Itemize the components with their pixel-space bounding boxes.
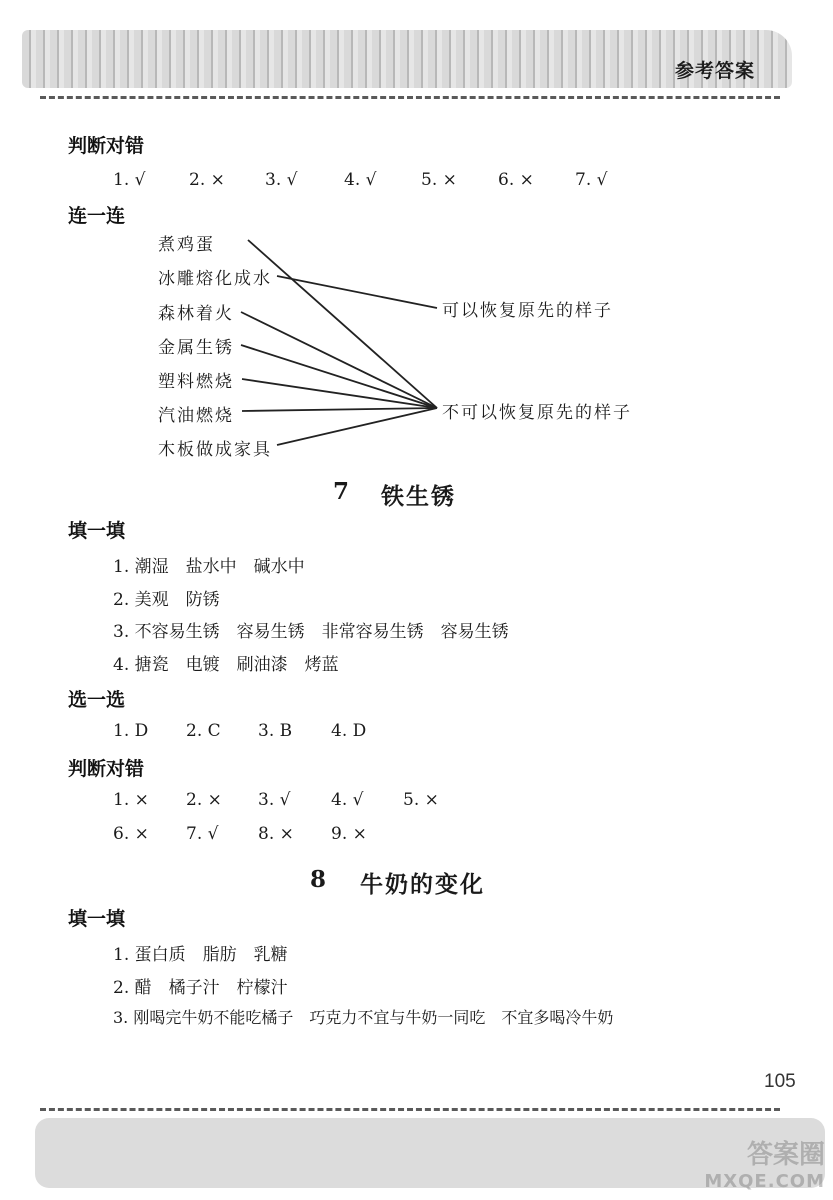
chapter-number: 7 (333, 478, 350, 505)
chapter-8-heading (310, 866, 550, 898)
fill-answer: 4. 搪瓷 电镀 刷油漆 烤蓝 (113, 655, 339, 675)
match-left-item: 煮鸡蛋 (158, 235, 215, 255)
judge-answer: 6. × (498, 170, 534, 190)
fill-answer: 2. 醋 橘子汁 柠檬汁 (113, 978, 288, 998)
judge-answer: 2. × (189, 170, 225, 190)
judge-answer: 3. √ (265, 170, 298, 190)
header-title: 参考答案 (674, 60, 755, 82)
judge-answer: 7. √ (186, 824, 219, 844)
chapter-title: 牛奶的变化 (360, 872, 485, 898)
judge-row-2 (0, 824, 833, 848)
judge-answer: 4. √ (344, 170, 377, 190)
watermark-url: MXQE.COM (704, 1171, 825, 1192)
judge-answer: 6. × (113, 824, 149, 844)
fill-heading: 填一填 (68, 520, 126, 542)
page-number: 105 (764, 1071, 796, 1092)
choose-answer: 3. B (258, 721, 293, 741)
watermark-logo (645, 1134, 825, 1194)
chapter-number: 8 (310, 866, 327, 893)
fill-answer: 1. 潮湿 盐水中 碱水中 (113, 557, 305, 577)
choose-answer: 1. D (113, 721, 149, 741)
match-left-item: 冰雕熔化成水 (158, 269, 272, 289)
footer-dash-line (40, 1108, 780, 1111)
fill-answer: 3. 刚喝完牛奶不能吃橘子 巧克力不宜与牛奶一同吃 不宜多喝冷牛奶 (113, 1008, 614, 1027)
judge-answer: 2. × (186, 790, 222, 810)
match-right-item: 不可以恢复原先的样子 (442, 403, 632, 423)
judge-answer: 4. √ (331, 790, 364, 810)
match-left-item: 汽油燃烧 (158, 406, 234, 426)
choose-answer: 4. D (331, 721, 367, 741)
match-line (241, 345, 437, 408)
judge-heading: 判断对错 (68, 135, 145, 157)
match-line (277, 276, 437, 308)
judge-answer: 3. √ (258, 790, 291, 810)
match-right-item: 可以恢复原先的样子 (442, 301, 613, 321)
judge-row-1 (0, 790, 833, 814)
judge-answer: 8. × (258, 824, 294, 844)
match-line (277, 408, 437, 445)
match-heading: 连一连 (68, 205, 126, 227)
match-line (248, 240, 437, 408)
chapter-7-heading (333, 478, 533, 510)
fill-answer: 1. 蛋白质 脂肪 乳糖 (113, 945, 288, 965)
judge-answer: 5. × (421, 170, 457, 190)
chapter-title: 铁生锈 (381, 484, 456, 510)
judge-answer: 1. √ (113, 170, 146, 190)
match-line (242, 408, 437, 411)
match-left-item: 金属生锈 (158, 338, 234, 358)
fill-answer: 3. 不容易生锈 容易生锈 非常容易生锈 容易生锈 (113, 622, 509, 642)
fill-answer: 2. 美观 防锈 (113, 590, 220, 610)
judge-answer: 7. √ (575, 170, 608, 190)
choose-heading: 选一选 (68, 689, 126, 711)
fill-heading-8: 填一填 (68, 908, 126, 930)
choose-answer: 2. C (186, 721, 221, 741)
match-left-item: 塑料燃烧 (158, 372, 234, 392)
choose-answers-row (0, 721, 833, 745)
match-left-item: 森林着火 (158, 304, 234, 324)
watermark-title: 答案圈 (746, 1140, 825, 1170)
match-left-item: 木板做成家具 (158, 440, 272, 460)
judge-heading-7: 判断对错 (68, 758, 145, 780)
judge-answer: 9. × (331, 824, 367, 844)
judge-answer: 1. × (113, 790, 149, 810)
judge-answer: 5. × (403, 790, 439, 810)
